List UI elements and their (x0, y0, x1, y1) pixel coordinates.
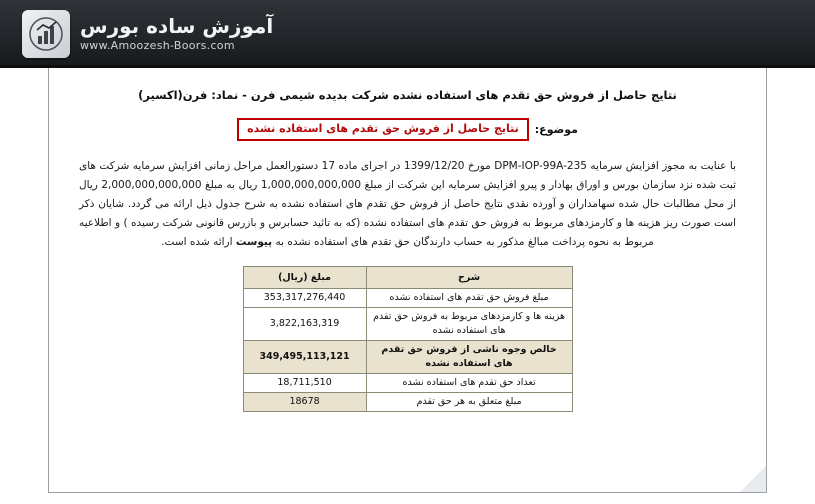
subject-label: موضوع: (534, 123, 578, 136)
cell-description: هزینه ها و کارمزدهای مربوط به فروش حق تقدم های استفاده نشده (366, 308, 572, 341)
table-row (243, 393, 572, 412)
results-table-wrapper (75, 266, 740, 412)
paragraph-emphasis: پیوست (235, 236, 273, 248)
document-title: نتایج حاصل از فروش حق تقدم های استفاده نشده شرکت بدیده شیمی فرن - نماد: فرن(اکسیر) (138, 88, 677, 102)
document-paragraph (79, 157, 736, 252)
brand (80, 14, 273, 54)
header-amount: مبلغ (ریال) (243, 267, 366, 289)
table-row-highlighted (243, 341, 572, 374)
brand-url: www.Amoozesh-Boors.com (80, 39, 235, 52)
cell-amount: 349,495,113,121 (243, 341, 366, 374)
table-row (243, 289, 572, 308)
cell-amount: 353,317,276,440 (243, 289, 366, 308)
cell-amount: 18678 (243, 393, 366, 412)
cell-description: خالص وجوه ناشی از فروش حق تقدم های استفاده نشده (366, 341, 572, 374)
table-body (243, 289, 572, 412)
document-sheet (48, 68, 767, 493)
table-header-row (243, 267, 572, 289)
subject-row (75, 118, 740, 141)
table-head (243, 267, 572, 289)
paragraph-main: با عنایت به مجوز افزایش سرمایه DPM-IOP-99A-235 مورخ 1399/12/20 در اجرای ماده 17 دستورالعمل مراحل زمانی افزایش سرمایه شرکت های ثبت شده نزد سازمان بورس و اوراق بهادار و پیرو افزایش سرمایه این شرکت از مبلغ 1,000,000,000,000 ریال به مبلغ 2,000,000,000,000 ریال از محل مطالبات حال شده سهامداران و آورده نقدی نتایج حاصل از فروش حق تقدم های استفاده نشده به شرح جدول ذیل ارائه می گردد. شایان ذکر است صورت ریز هزینه ها و کارمزدهای مربوط به فروش حق تقدم های استفاده نشده (که به تائید حسابرس و بازرس قانونی شرکت رسیده ) و اطلاعیه مربوط به نحوه پرداخت مبالغ مذکور به حساب دارندگان حق تقدم های استفاده نشده به (79, 160, 737, 248)
table-row (243, 308, 572, 341)
results-table (243, 266, 573, 412)
cell-amount: 3,822,163,319 (243, 308, 366, 341)
table-row (243, 374, 572, 393)
paragraph-tail: ارائه شده است. (161, 236, 233, 248)
header-description: شرح (366, 267, 572, 289)
page-corner-fold (740, 466, 766, 492)
brand-name-fa: آموزش ساده بورس (80, 14, 274, 38)
cell-amount: 18,711,510 (243, 374, 366, 393)
cell-description: مبلغ فروش حق تقدم های استفاده نشده (366, 289, 572, 308)
site-header (0, 0, 815, 68)
subject-value-highlighted: نتایج حاصل از فروش حق تقدم های استفاده نشده (237, 118, 529, 141)
chart-bars-icon (22, 10, 70, 58)
document-body (49, 68, 766, 412)
cell-description: تعداد حق تقدم های استفاده نشده (366, 374, 572, 393)
cell-description: مبلغ متعلق به هر حق تقدم (366, 393, 572, 412)
